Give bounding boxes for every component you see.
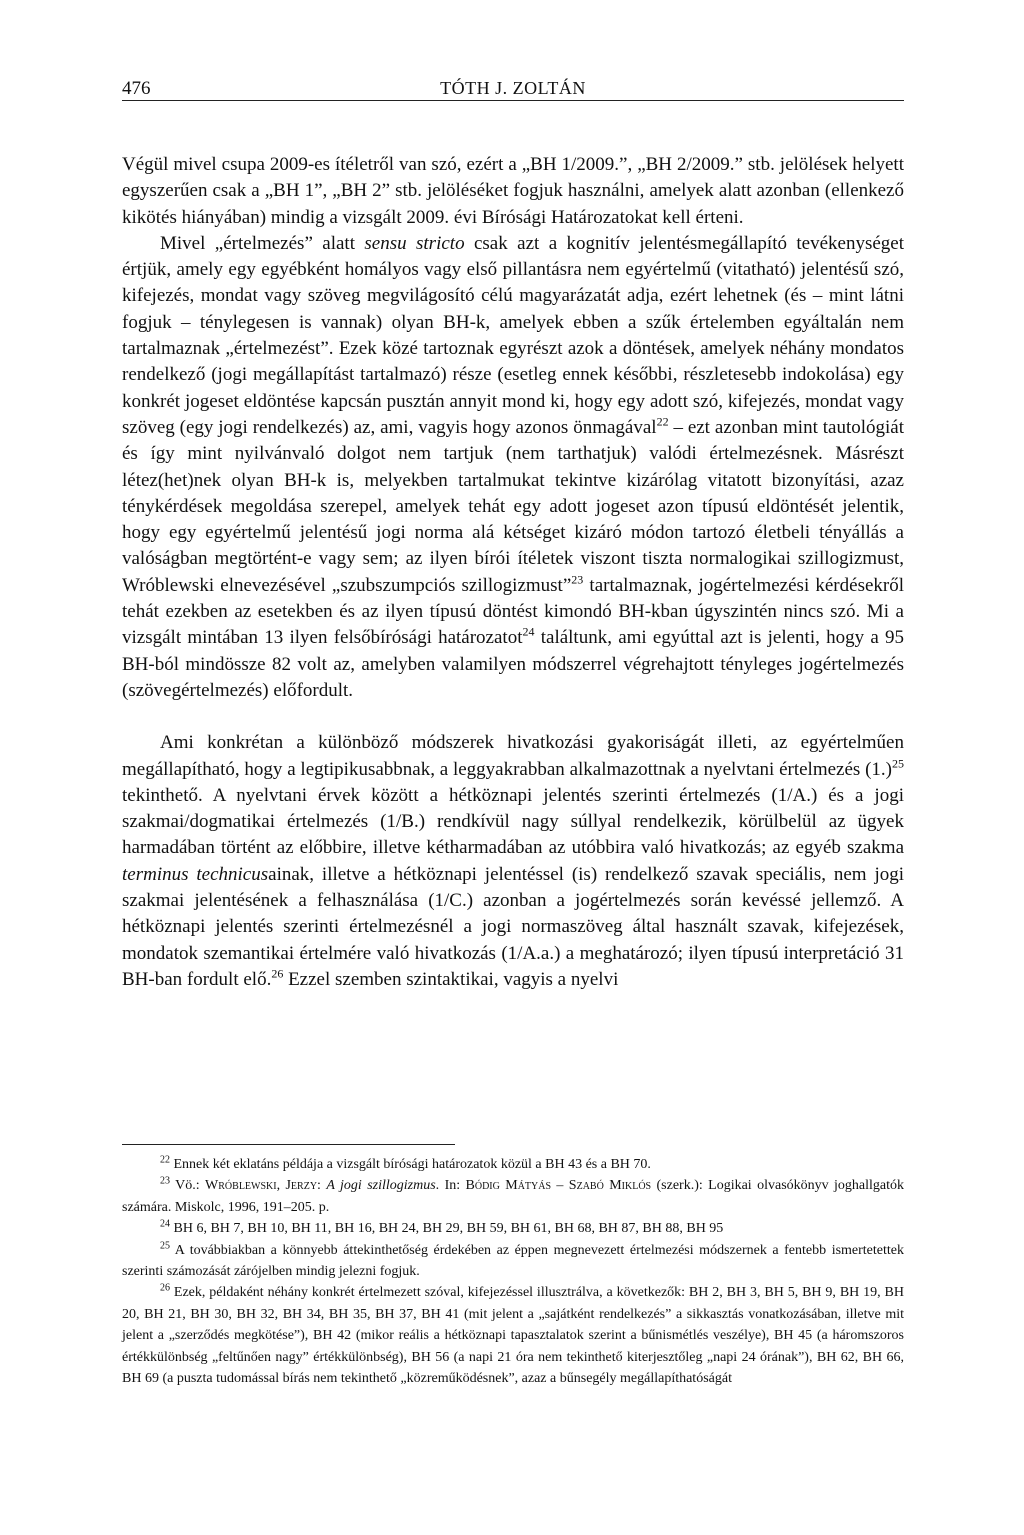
footnotes <box>122 1154 904 1389</box>
footnote-26: $^{26}$ Ezek, példaként néhány konkrét értelmezett szóval, kifejezéssel illusztrálva, a következők: BH 2, BH 3, BH 5, BH 9, BH 19, BH 20, BH 21, BH 30, BH 32, BH 34, BH 35, BH 37, BH 41 (mit jelent a „sajátként rendelkezés” a sikkasztás vonatkozásában, illetve mit jelent a „szerződés megkötése”), BH 42 (mikor reális a hétköznapi tapasztalatok szerint a bűnismétlés veszélye), BH 45 (a háromszoros értékkülönbség „feltűnően nagy” értékkülönbség), BH 56 (a napi 21 óra nem tekinthető kiterjesztőleg „napi 24 órának”), BH 62, BH 66, BH 69 (a puszta tudomással bírás nem tekinthető „közreműködésnek”, azaz a bűnsegély megállapíthatóságát <box>122 1282 904 1387</box>
footnote-22: $^{22}$ Ennek két eklatáns példája a vizsgált bírósági határozatok közül a BH 43 és a BH 70. <box>160 1154 651 1172</box>
latin-term: terminus technicus <box>122 863 269 885</box>
footnote-number: 23 <box>160 1175 170 1187</box>
footnote-number: 24 <box>160 1218 170 1230</box>
paragraph-2: Mivel „értelmezés” alatt sensu stricto csak azt a kognitív jelentésmegállapító tevékenységet értjük, amely egy egyébként homályos vagy első pillantásra nem egyértelmű (vitatható) jelentésű szó, kifejezés, mondat vagy szöveg megvilágosító célú magyarázatát adja, ezért lehetnek (és – mint látni fogjuk – ténylegesen is vannak) olyan BH-k, amelyek ebben a szűk értelemben egyáltalán nem tartalmaznak „értelmezést”. Ezek közé tartoznak egyrészt azok a döntések, amelyek néhány mondatos rendelkező (jogi megállapítást tartalmazó) része (esetleg ennek későbbi, részletesebb indokolása) egy konkrét jogeset eldöntése kapcsán pusztán annyit mond ki, hogy egy adott szó, kifejezés, mondat vagy szöveg (egy jogi rendelkezés) az, ami, vagyis hogy azonos önmagával$^{22}$ – ezt azonban mint tautológiát és így mint nyilvánvaló dolgot nem tartjuk (nem tarthatjuk) valódi értelmezésnek. Másrészt létez(het)nek olyan BH-k is, melyekben tartalmukat tekintve kizárólag vitatott bizonyítási, azaz ténykérdések megoldása szerepel, amelyek tehát egy adott jogeset azon típusú eldöntését jelentik, hogy egy egyértelmű jelentésű jogi norma alá kétséget kizáró módon tartozó életbeli tényállás a valóságban megtörtént-e vagy sem; az ilyen bírói ítéletek viszont tiszta normalogikai szillogizmust, Wróblewski elnevezésével „szubszumpciós szillogizmust”$^{23}$ tartalmaznak, jogértelmezési kérdésekről tehát ezekben az esetekben és az ilyen típusú döntést kimondó BH-kban úgyszintén nincs szó. Mi a vizsgált mintában 13 ilyen felsőbírósági határozatot$^{24}$ találtunk, ami egyúttal azt is jelenti, hogy a 95 BH-ból mindössze 82 volt az, amelyben valamilyen módszerrel végrehajtott tényleges jogértelmezés (szövegértelmezés) előfordult. <box>122 232 905 701</box>
running-head: TÓTH J. ZOLTÁN <box>440 78 586 98</box>
latin-term: sensu stricto <box>364 232 465 254</box>
page-header <box>122 70 904 101</box>
footnote-number: 22 <box>160 1154 170 1166</box>
footnote-number: 25 <box>160 1239 170 1251</box>
footnote-ref-23[interactable]: 23 <box>571 572 584 587</box>
book-title: A jogi szillogizmus <box>326 1178 436 1194</box>
footnote-ref-24[interactable]: 24 <box>522 625 535 640</box>
footnote-ref-26[interactable]: 26 <box>271 966 284 981</box>
footnote-25: $^{25}$ A továbbiakban a könnyebb áttekinthetőség érdekében az éppen megnevezett értelmezési módszernek a fentebb ismertetettek szerinti számozását zárójelben mindig jelezni fogjuk. <box>122 1239 904 1280</box>
footnote-divider <box>122 1144 455 1145</box>
footnote-24: $^{24}$ BH 6, BH 7, BH 10, BH 11, BH 16, BH 24, BH 29, BH 59, BH 61, BH 68, BH 87, BH 88, BH 95 <box>160 1218 724 1237</box>
footnote-23: $^{23}$ Vö.: Wróblewski, Jerzy: A jogi szillogizmus. In: Bódig Mátyás – Szabó Miklós (szerk.): Logikai olvasókönyv joghallgatók számára. Miskolc, 1996, 191–205. p. <box>122 1175 905 1215</box>
editor-names: Bódig Mátyás – Szabó Miklós <box>465 1178 652 1194</box>
footnote-ref-22[interactable]: 22 <box>656 414 669 429</box>
author-name: Wróblewski, Jerzy <box>205 1178 318 1194</box>
page-number: 476 <box>122 78 151 99</box>
body-text <box>122 152 904 993</box>
footnote-number: 26 <box>160 1282 170 1294</box>
paragraph-3: Ami konkrétan a különböző módszerek hivatkozási gyakoriságát illeti, az egyértelműen megállapítható, hogy a legtipikusabbnak, a leggyakrabban alkalmazottnak a nyelvtani értelmezés $(1.)^{25}$ tekinthető. A nyelvtani érvek között a hétköznapi jelentés szerinti értelmezés (1/A.) és a jogi szakmai/dogmatikai értelmezés (1/B.) rendkívül nagy súllyal rendelkezik, körülbelül az ügyek harmadában történt az előbbire, illetve kétharmadában az utóbbira való hivatkozás; az egyéb szakma terminus technicusainak, illetve a hétköznapi jelentéssel (is) rendelkező szavak speciális, nem jogi szakmai jelentésének a felhasználása (1/C.) azonban a jogértelmezés során kevéssé jellemző. A hétköznapi jelentés szerinti értelmezésnél a jogi normaszöveg által használt szavak, kifejezések, mondatok szemantikai értelmére való hivatkozás (1/A.a.) a meghatározó; ilyen típusú interpretáció 31 BH-ban fordult elő.$^{26}$ Ezzel szemben szintaktikai, vagyis a nyelvi <box>122 732 904 990</box>
footnote-ref-25[interactable]: 25 <box>892 756 904 771</box>
paragraph-1: Végül mivel csupa 2009-es ítéletről van szó, ezért a „BH 1/2009.”, „BH 2/2009.” stb. jelölések helyett egyszerűen csak a „BH 1”, „BH 2” stb. jelöléséket fogjuk használni, amelyek alatt azonban (ellenkező kikötés hiányában) mindig a vizsgált 2009. évi Bírósági Határozatokat kell érteni. <box>122 154 904 228</box>
